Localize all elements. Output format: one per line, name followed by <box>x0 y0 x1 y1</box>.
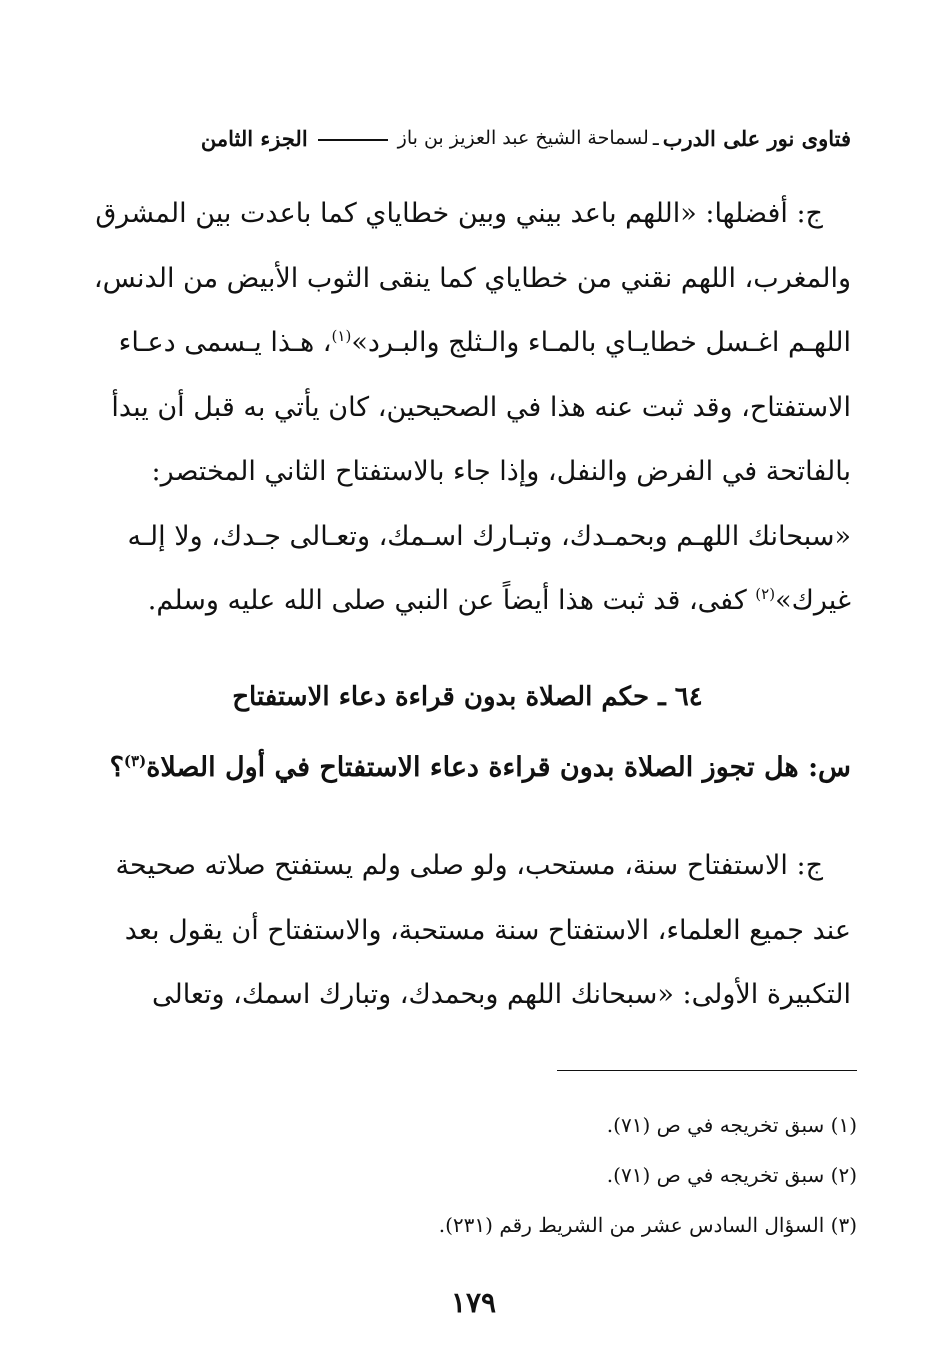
page-number: ١٧٩ <box>450 1286 497 1319</box>
footnote-divider <box>557 1070 857 1071</box>
footnote-ref: (١) <box>331 327 352 345</box>
header-separator: ـ <box>652 126 659 150</box>
footnote-2: (٢) سبق تخريجه في ص (٧١). <box>606 1163 857 1187</box>
footnote-ref: (٢) <box>755 585 776 603</box>
answer-paragraph-2 <box>84 834 851 1028</box>
author-name: لسماحة الشيخ عبد العزيز بن باز <box>397 127 649 149</box>
text-line: «سبحانك اللهـم وبحمـدك، وتبـارك اسـمك، وتعـالى جـدك، ولا إلـه <box>127 520 851 552</box>
volume-part: الجزء الثامن <box>200 125 308 151</box>
answer-paragraph-1 <box>84 182 851 634</box>
text-line: التكبيرة الأولى: «سبحانك اللهم وبحمدك، وتبارك اسمك، وتعالى <box>152 979 851 1010</box>
text-line: الاستفتاح، وقد ثبت عنه هذا في الصحيحين، كان يأتي به قبل أن يبدأ <box>111 391 851 423</box>
running-header <box>82 118 851 158</box>
text-line: ج: أفضلها: «اللهم باعد بيني وبين خطاياي كما باعدت بين المشرق <box>95 198 823 229</box>
text-line: غيرك»$^{(٢)}$ كفى، قد ثبت هذا أيضاً عن النبي صلى الله عليه وسلم. <box>147 585 851 616</box>
text-line: والمغرب، اللهم نقني من خطاياي كما ينقى الثوب الأبيض من الدنس، <box>93 262 851 294</box>
question-line: س: هل تجوز الصلاة بدون قراءة دعاء الاستفتاح في أول الصلاة$^{(٣)}$؟ <box>109 752 851 783</box>
footnote-3: (٣) السؤال السادس عشر من الشريط رقم (٢٣١). <box>438 1213 857 1237</box>
section-title: ٦٤ ـ حكم الصلاة بدون قراءة دعاء الاستفتاح <box>232 682 703 712</box>
text-line: اللهـم اغـسل خطايـاي بالمـاء والـثلج والبـرد»$^{(١)}$، هـذا يـسمى دعـاء <box>118 327 851 358</box>
book-title: فتاوى نور على الدرب <box>662 125 851 151</box>
footnotes <box>84 1100 857 1250</box>
text-line: بالفاتحة في الفرض والنفل، وإذا جاء بالاستفتاح الثاني المختصر: <box>151 456 851 487</box>
text-line: ج: الاستفتاح سنة، مستحب، ولو صلى ولم يستفتح صلاته صحيحة <box>115 850 823 881</box>
header-rule <box>318 139 388 141</box>
footnote-1: (١) سبق تخريجه في ص (٧١). <box>606 1113 857 1137</box>
footnote-ref: (٣) <box>123 752 147 770</box>
text-line: عند جميع العلماء، الاستفتاح سنة مستحبة، والاستفتاح أن يقول بعد <box>124 914 851 946</box>
